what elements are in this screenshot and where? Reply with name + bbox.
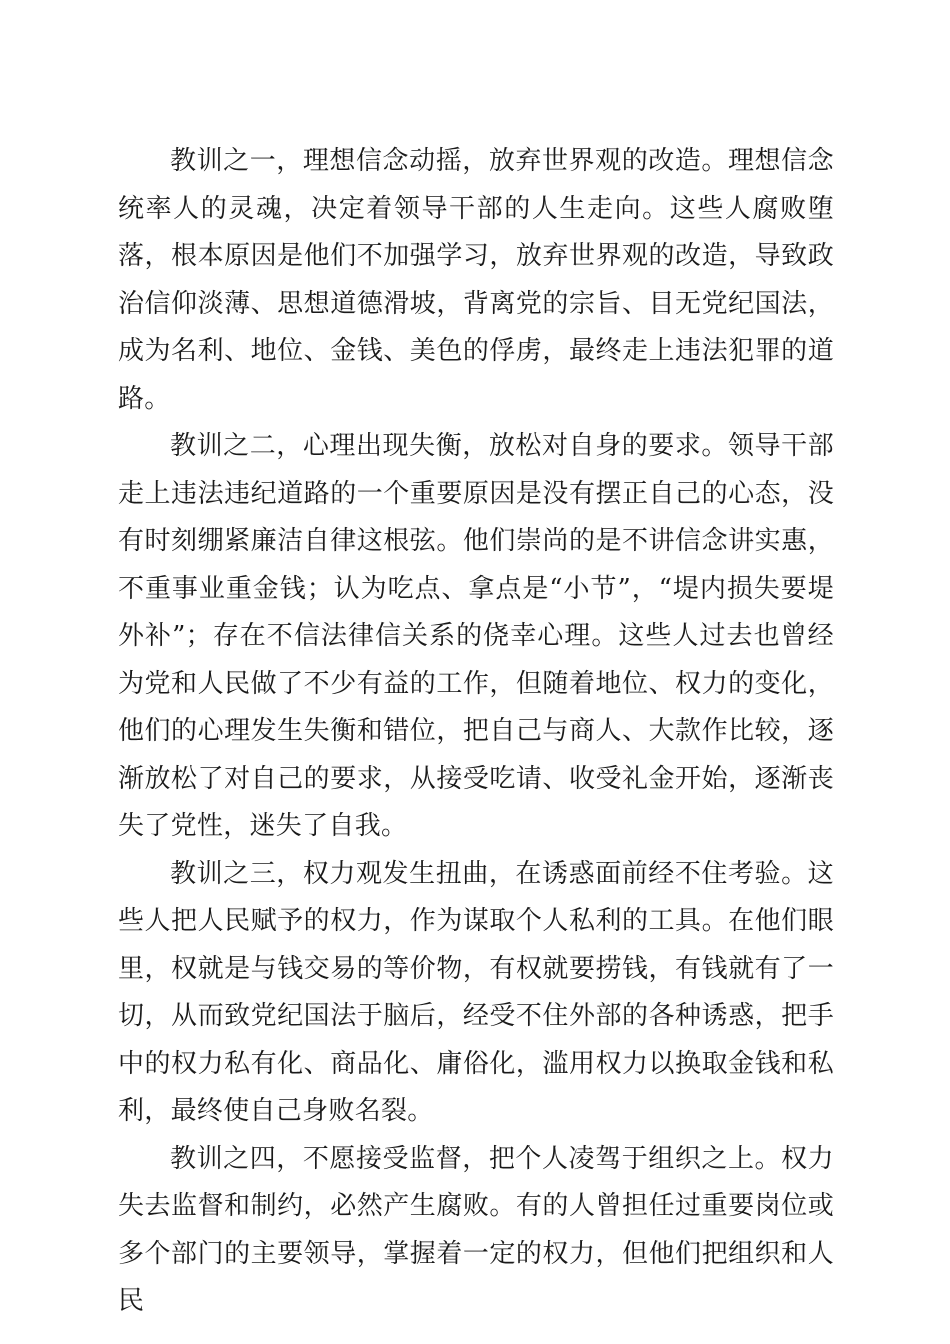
- body-text: [118, 138, 834, 1326]
- paragraph-lesson-3: 教训之三，权力观发生扭曲，在诱惑面前经不住考验。这些人把人民赋予的权力，作为谋取个人私利的工具。在他们眼里，权就是与钱交易的等价物，有权就要捞钱，有钱就有了一切，从而致党纪国法于脑后，经受不住外部的各种诱惑，把手中的权力私有化、商品化、庸俗化，滥用权力以换取金钱和私利，最终使自己身败名裂。: [118, 858, 834, 1126]
- paragraph-lesson-4: 教训之四，不愿接受监督，把个人凌驾于组织之上。权力失去监督和制约，必然产生腐败。有的人曾担任过重要岗位或多个部门的主要领导，掌握着一定的权力，但他们把组织和人民: [118, 1143, 834, 1316]
- paragraph-lesson-1: 教训之一，理想信念动摇，放弃世界观的改造。理想信念统率人的灵魂，决定着领导干部的人生走向。这些人腐败堕落，根本原因是他们不加强学习，放弃世界观的改造，导致政治信仰淡薄、思想道德滑坡，背离党的宗旨、目无党纪国法，成为名利、地位、金钱、美色的俘虏，最终走上违法犯罪的道路。: [118, 146, 834, 414]
- paragraph-lesson-2: 教训之二，心理出现失衡，放松对自身的要求。领导干部走上违法违纪道路的一个重要原因是没有摆正自己的心态，没有时刻绷紧廉洁自律这根弦。他们崇尚的是不讲信念讲实惠，不重事业重金钱；认为吃点、拿点是“小节”，“堤内损失要堤外补”；存在不信法律信关系的侥幸心理。这些人过去也曾经为党和人民做了不少有益的工作，但随着地位、权力的变化，他们的心理发生失衡和错位，把自己与商人、大款作比较，逐渐放松了对自己的要求，从接受吃请、收受礼金开始，逐渐丧失了党性，迷失了自我。: [118, 431, 834, 841]
